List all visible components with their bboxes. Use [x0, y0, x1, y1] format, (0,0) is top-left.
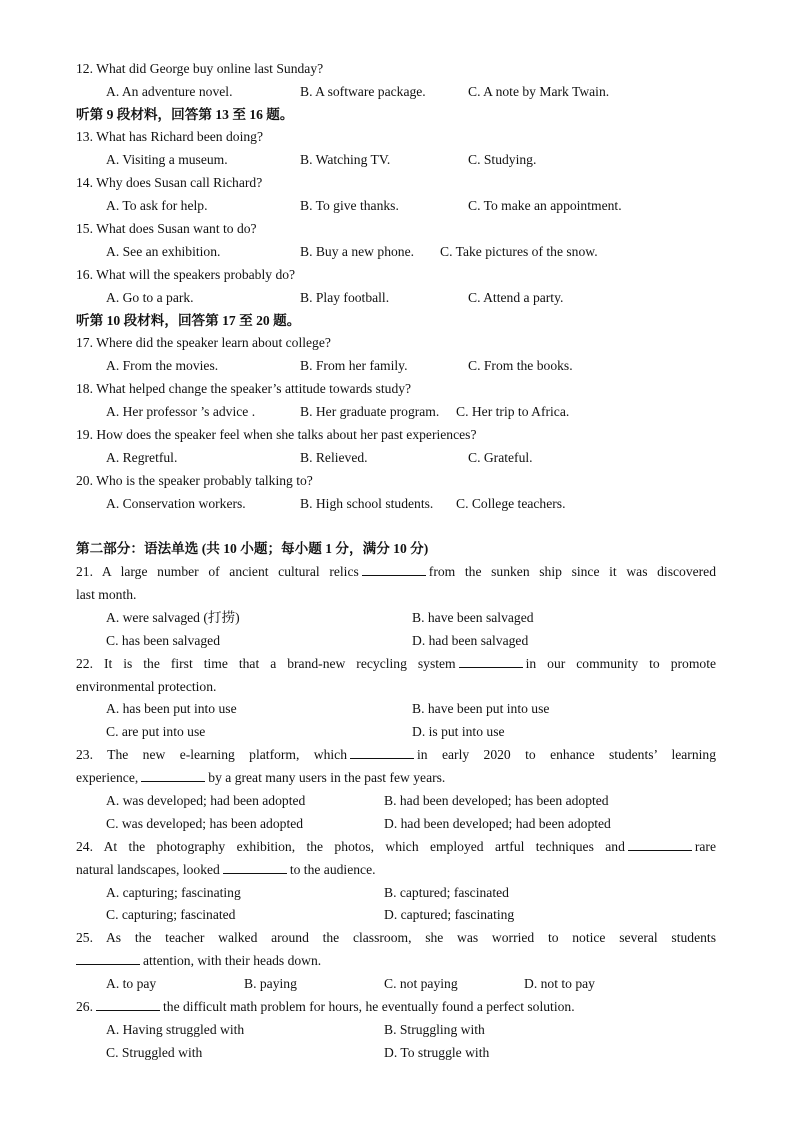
answer-option: A. See an exhibition.: [106, 244, 221, 259]
question-text: in early 2020 to enhance students’ learning: [417, 747, 716, 762]
question-line: 18. What helped change the speaker’s attitude towards study?: [76, 381, 412, 396]
answer-option: B. A software package.: [300, 84, 426, 99]
question-line: [76, 746, 716, 764]
answer-option: A. Go to a park.: [106, 290, 194, 305]
question-line: [76, 838, 716, 856]
answer-option: D. had been salvaged: [412, 633, 529, 648]
question-line: [76, 769, 445, 787]
section-heading: 听第 10 段材料，回答第 17 至 20 题。: [76, 313, 301, 328]
question-text: in our community to promote: [525, 656, 717, 671]
answer-option: B. Buy a new phone.: [300, 244, 415, 259]
section-heading: 听第 9 段材料，回答第 13 至 16 题。: [76, 107, 294, 122]
answer-option: A. From the movies.: [106, 358, 219, 373]
answer-option: A. were salvaged (打捞): [106, 610, 240, 625]
question-line: 14. Why does Susan call Richard?: [76, 175, 263, 190]
answer-option: D. is put into use: [412, 724, 505, 739]
question-text: from the sunken ship since it was discovered: [428, 564, 717, 579]
question-line: 20. Who is the speaker probably talking to?: [76, 473, 313, 488]
question-line: [76, 952, 321, 970]
answer-blank: [141, 769, 205, 782]
question-text: 26.: [76, 999, 93, 1014]
answer-option: A. Regretful.: [106, 450, 178, 465]
question-line: environmental protection.: [76, 679, 217, 694]
answer-option: C. capturing; fascinated: [106, 907, 236, 922]
question-line: 17. Where did the speaker learn about college?: [76, 335, 331, 350]
question-text: 22. It is the first time that a brand-new recycling system: [76, 656, 456, 671]
question-text: to the audience.: [289, 862, 376, 877]
question-text: 23. The new e-learning platform, which: [76, 747, 348, 762]
question-line: 19. How does the speaker feel when she talks about her past experiences?: [76, 427, 477, 442]
answer-option: C. was developed; has been adopted: [106, 816, 304, 831]
answer-option: D. To struggle with: [384, 1045, 490, 1060]
answer-option: C. Attend a party.: [468, 290, 564, 305]
section-heading: 第二部分：语法单选 (共 10 小题；每小题 1 分，满分 10 分): [76, 541, 429, 556]
answer-option: C. Studying.: [468, 152, 537, 167]
answer-option: A. An adventure novel.: [106, 84, 233, 99]
answer-blank: [628, 838, 692, 851]
answer-option: B. Relieved.: [300, 450, 368, 465]
question-line: 15. What does Susan want to do?: [76, 221, 257, 236]
answer-blank: [459, 655, 523, 668]
answer-option: A. Having struggled with: [106, 1022, 245, 1037]
answer-option: B. High school students.: [300, 496, 434, 511]
answer-option: B. captured; fascinated: [384, 885, 509, 900]
question-text: 24. At the photography exhibition, the photos, which employed artful techniques and: [76, 839, 625, 854]
answer-option: A. Her professor ’s advice .: [106, 404, 256, 419]
answer-option: A. capturing; fascinating: [106, 885, 241, 900]
question-text: attention, with their heads down.: [143, 953, 322, 968]
answer-option: C. Grateful.: [468, 450, 533, 465]
answer-option: B. paying: [244, 976, 297, 991]
answer-blank: [96, 998, 160, 1011]
question-line: 12. What did George buy online last Sunday?: [76, 61, 324, 76]
answer-option: B. have been put into use: [412, 701, 550, 716]
answer-option: B. Struggling with: [384, 1022, 485, 1037]
answer-option: D. not to pay: [524, 976, 595, 991]
answer-option: B. Her graduate program.: [300, 404, 440, 419]
question-text: 21. A large number of ancient cultural relics: [76, 564, 359, 579]
question-line: [76, 998, 575, 1016]
answer-option: C. Take pictures of the snow.: [440, 244, 598, 259]
answer-option: C. A note by Mark Twain.: [468, 84, 610, 99]
answer-option: C. not paying: [384, 976, 458, 991]
question-text: by a great many users in the past few years.: [208, 770, 446, 785]
question-line: [76, 563, 716, 581]
question-line: [76, 861, 376, 879]
answer-option: A. has been put into use: [106, 701, 237, 716]
answer-option: C. Her trip to Africa.: [456, 404, 570, 419]
question-line: 25. As the teacher walked around the classroom, she was worried to notice several students: [76, 930, 716, 945]
answer-option: B. have been salvaged: [412, 610, 534, 625]
answer-option: B. Watching TV.: [300, 152, 391, 167]
answer-option: B. From her family.: [300, 358, 408, 373]
question-text: natural landscapes, looked: [76, 862, 220, 877]
answer-option: B. had been developed; has been adopted: [384, 793, 609, 808]
answer-option: B. Play football.: [300, 290, 390, 305]
answer-option: C. To make an appointment.: [468, 198, 622, 213]
answer-option: A. To ask for help.: [106, 198, 208, 213]
question-line: last month.: [76, 587, 137, 602]
answer-option: C. College teachers.: [456, 496, 566, 511]
answer-option: A. Visiting a museum.: [106, 152, 228, 167]
question-text: rare: [694, 839, 716, 854]
answer-option: B. To give thanks.: [300, 198, 399, 213]
answer-option: C. are put into use: [106, 724, 206, 739]
answer-blank: [362, 563, 426, 576]
answer-blank: [350, 746, 414, 759]
answer-option: A. was developed; had been adopted: [106, 793, 306, 808]
answer-option: C. From the books.: [468, 358, 573, 373]
question-text: the difficult math problem for hours, he eventually found a perfect solution.: [163, 999, 575, 1014]
answer-option: A. Conservation workers.: [106, 496, 246, 511]
question-line: [76, 655, 716, 673]
question-line: 16. What will the speakers probably do?: [76, 267, 296, 282]
answer-option: C. Struggled with: [106, 1045, 203, 1060]
answer-blank: [223, 861, 287, 874]
question-text: experience,: [76, 770, 139, 785]
answer-option: D. had been developed; had been adopted: [384, 816, 611, 831]
answer-option: A. to pay: [106, 976, 157, 991]
answer-option: D. captured; fascinating: [384, 907, 515, 922]
answer-option: C. has been salvaged: [106, 633, 221, 648]
answer-blank: [76, 952, 140, 965]
question-line: 13. What has Richard been doing?: [76, 129, 263, 144]
